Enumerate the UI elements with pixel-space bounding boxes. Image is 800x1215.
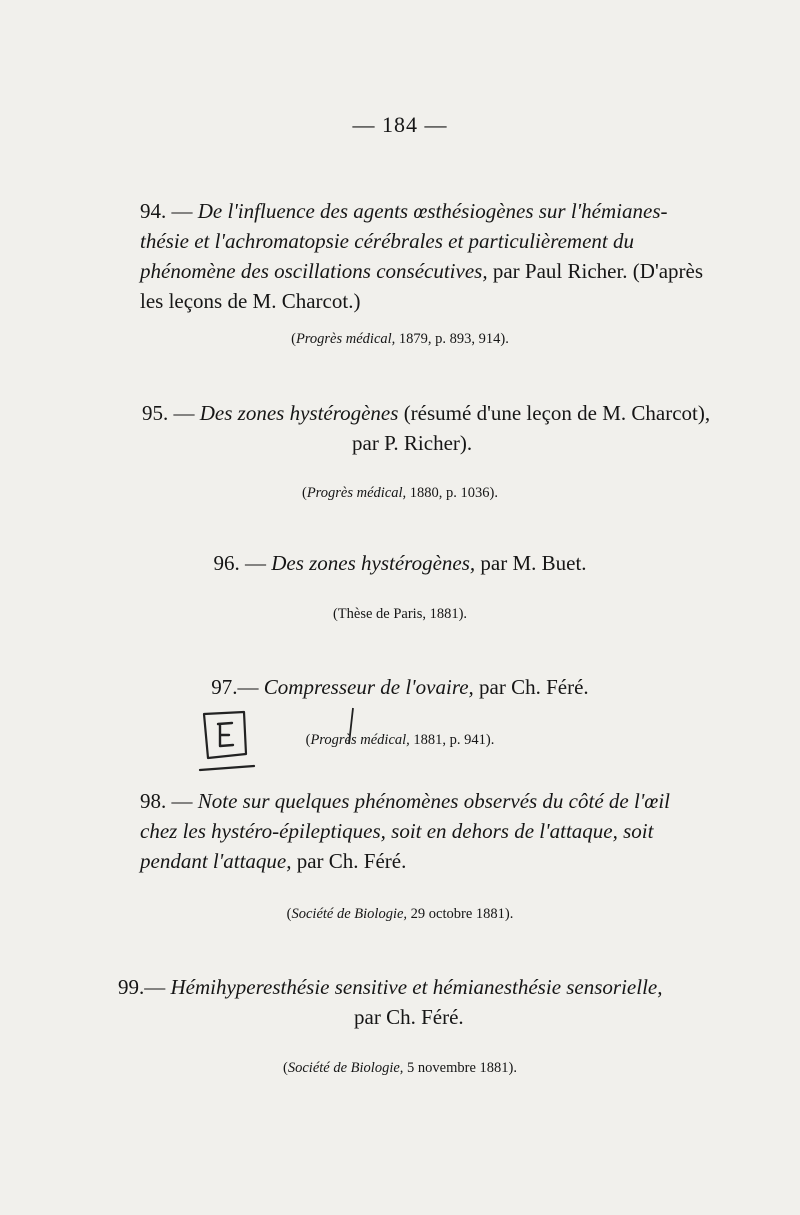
entry-99 [118,972,722,1032]
source-99: (Société de Biologie, 5 novembre 1881). [283,1060,517,1076]
source-95: (Progrès médical, 1880, p. 1036). [301,485,499,501]
source-97: (Progrès médical, 1881, p. 941). [305,732,495,748]
entry-line: par P. Richer). [352,431,473,455]
entry-line: 95. — Des zones hystérogènes (résumé d'une leçon de M. Charcot), [142,401,711,425]
entry-line: pendant l'attaque, par Ch. Féré. [140,849,407,873]
handwritten-box-icon [196,708,260,776]
entry-97 [0,672,800,702]
entry-95 [142,398,732,458]
entry-line: thésie et l'achromatopsie cérébrales et particulièrement du [140,229,634,253]
entry-line: 96. — Des zones hystérogènes, par M. Buet. [213,551,587,575]
entry-line: phénomène des oscillations consécutives, par Paul Richer. (D'après [140,259,704,283]
entry-line: par Ch. Féré. [354,1005,464,1029]
source-98: (Société de Biologie, 29 octobre 1881). [286,906,514,922]
entry-line: chez les hystéro-épileptiques, soit en dehors de l'attaque, soit [140,819,654,843]
entry-line: les leçons de M. Charcot.) [140,289,361,313]
entry-line: 94. — De l'influence des agents œsthésiogènes sur l'hémianes- [140,199,668,223]
source-96: (Thèse de Paris, 1881). [332,606,468,622]
pen-stroke-mark [344,706,358,746]
entry-96 [0,548,800,578]
page-number: — 184 — [352,112,448,137]
source-94: (Progrès médical, 1879, p. 893, 914). [291,331,509,347]
entry-line: 99.— Hémihyperesthésie sensitive et hémianesthésie sensorielle, [118,975,663,999]
entry-98 [140,786,722,876]
entry-line: 98. — Note sur quelques phénomènes observés du côté de l'œil [140,789,670,813]
entry-line: 97.— Compresseur de l'ovaire, par Ch. Féré. [211,675,589,699]
entry-94 [140,196,722,316]
handwritten-margin-mark [196,708,260,781]
